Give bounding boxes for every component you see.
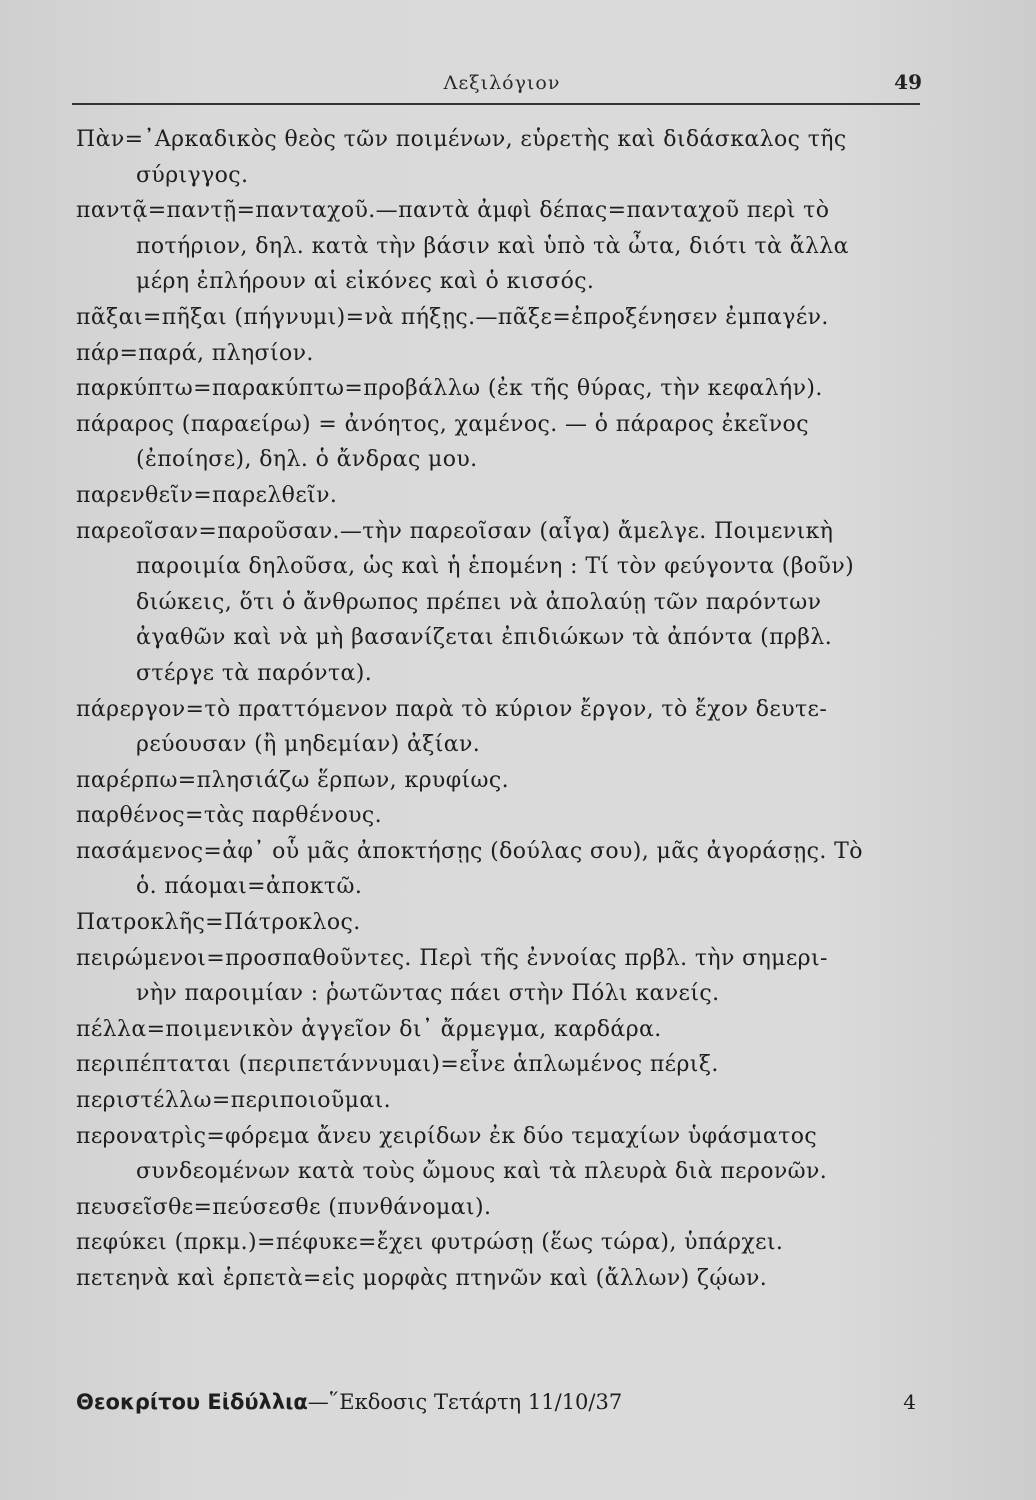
glossary-entry xyxy=(76,798,938,834)
header-rule xyxy=(72,103,920,105)
entry-headword-line: παντᾷ=παντῇ=πανταχοῦ.—παντὰ ἀμφὶ δέπας=πανταχοῦ περὶ τὸ xyxy=(76,198,830,224)
entry-continuation-line: σύριγγος. xyxy=(136,162,249,188)
entry-headword-line: παρενθεῖν=παρελθεῖν. xyxy=(76,482,338,508)
entry-continuation-line: ποτήριον, δηλ. κατὰ τὴν βάσιν καὶ ὑπὸ τὰ ὦτα, διότι τὰ ἄλλα xyxy=(136,233,849,259)
entry-continuation-line: μέρη ἐπλήρουν αἱ εἰκόνες καὶ ὁ κισσός. xyxy=(136,269,595,295)
entry-headword-line: Πατροκλῆς=Πάτροκλος. xyxy=(76,910,361,936)
footer-book-title: Θεοκρίτου Εἰδύλλια xyxy=(76,1390,308,1414)
glossary-entry xyxy=(76,834,938,905)
entry-continuation-line: παροιμία δηλοῦσα, ὡς καὶ ἡ ἑπομένη : Τί τὸν φεύγοντα (βοῦν) xyxy=(136,554,855,580)
glossary-entry xyxy=(76,1083,938,1119)
entry-headword-line: πᾶξαι=πῆξαι (πήγνυμι)=νὰ πήξῃς.—πᾶξε=ἐπροξένησεν ἐμπαγέν. xyxy=(76,304,829,330)
entry-headword-line: παρεοῖσαν=παροῦσαν.—τὴν παρεοῖσαν (αἶγα) ἄμελγε. Ποιμενικὴ xyxy=(76,518,834,544)
glossary-entry xyxy=(76,514,938,692)
entry-headword-line: παρέρπω=πλησιάζω ἕρπων, κρυφίως. xyxy=(76,767,509,793)
glossary-entry xyxy=(76,407,938,478)
page-number: 49 xyxy=(894,70,922,94)
glossary-entry xyxy=(76,763,938,799)
entry-headword-line: Πὰν=᾿Αρκαδικὸς θεὸς τῶν ποιμένων, εὑρετὴς καὶ διδάσκαλος τῆς xyxy=(76,127,847,152)
glossary-entry xyxy=(76,941,938,1012)
entry-headword-line: πειρώμενοι=προσπαθοῦντες. Περὶ τῆς ἐννοίας πρβλ. τὴν σημερι- xyxy=(76,945,828,971)
page-footer xyxy=(76,1382,916,1422)
entry-headword-line: πασάμενος=ἀφ᾿ οὗ μᾶς ἀποκτήσῃς (δούλας σου), μᾶς ἀγοράσῃς. Τὸ xyxy=(76,838,863,864)
glossary-body xyxy=(76,122,938,1297)
entry-headword-line: περιστέλλω=περιποιοῦμαι. xyxy=(76,1088,392,1114)
entry-headword-line: πέλλα=ποιμενικὸν ἀγγεῖον δι᾿ ἄρμεγμα, καρδάρα. xyxy=(76,1016,662,1042)
glossary-entry xyxy=(76,1047,938,1083)
entry-headword-line: πάρ=παρά, πλησίον. xyxy=(76,340,314,366)
entry-headword-line: πευσεῖσθε=πεύσεσθε (πυνθάνομαι). xyxy=(76,1194,492,1220)
entry-headword-line: περονατρὶς=φόρεμα ἄνευ χειρίδων ἐκ δύο τεμαχίων ὑφάσματος xyxy=(76,1123,818,1149)
glossary-entry xyxy=(76,336,938,372)
glossary-entry xyxy=(76,371,938,407)
entry-headword-line: πάρεργον=τὸ πραττόμενον παρὰ τὸ κύριον ἔργον, τὸ ἔχον δευτε- xyxy=(76,696,828,722)
glossary-entry xyxy=(76,905,938,941)
entry-continuation-line: ἀγαθῶν καὶ νὰ μὴ βασανίζεται ἐπιδιώκων τὰ ἀπόντα (πρβλ. xyxy=(136,625,833,651)
entry-headword-line: πεφύκει (πρκμ.)=πέφυκε=ἔχει φυτρώσῃ (ἕως τώρα), ὑπάρχει. xyxy=(76,1230,784,1256)
entry-continuation-line: στέργε τὰ παρόντα). xyxy=(136,660,373,686)
glossary-entry xyxy=(76,1012,938,1048)
page-header xyxy=(72,66,932,100)
entry-continuation-line: ὁ. πάομαι=ἀποκτῶ. xyxy=(136,874,363,900)
glossary-entry xyxy=(76,1119,938,1190)
entry-continuation-line: (ἐποίησε), δηλ. ὁ ἄνδρας μου. xyxy=(136,447,478,473)
entry-continuation-line: συνδεομένων κατὰ τοὺς ὤμους καὶ τὰ πλευρὰ διὰ περονῶν. xyxy=(136,1159,828,1185)
entry-headword-line: παρκύπτω=παρακύπτω=προβάλλω (ἐκ τῆς θύρας, τὴν κεφαλήν). xyxy=(76,376,823,402)
footer-edition: —῞Εκδοσις Τετάρτη 11/10/37 xyxy=(307,1390,623,1414)
entry-continuation-line: διώκεις, ὅτι ὁ ἄνθρωπος πρέπει νὰ ἀπολαύῃ τῶν παρόντων xyxy=(136,589,822,615)
glossary-entry xyxy=(76,478,938,514)
entry-headword-line: πετεηνὰ καὶ ἑρπετὰ=εἰς μορφὰς πτηνῶν καὶ (ἄλλων) ζῴων. xyxy=(76,1266,768,1291)
entry-continuation-line: ρεύουσαν (ἢ μηδεμίαν) ἀξίαν. xyxy=(136,732,481,758)
entry-headword-line: πάραρος (παραείρω) = ἀνόητος, χαμένος. — ὁ πάραρος ἐκεῖνος xyxy=(76,411,809,437)
glossary-entry xyxy=(76,1190,938,1226)
glossary-entry xyxy=(76,1225,938,1261)
glossary-entry xyxy=(76,122,938,193)
glossary-entry xyxy=(76,1261,938,1297)
printer-signature: 4 xyxy=(903,1390,916,1414)
running-title: Λεξιλόγιον xyxy=(443,72,561,94)
entry-headword-line: παρθένος=τὰς παρθένους. xyxy=(76,803,383,829)
glossary-entry xyxy=(76,692,938,763)
entry-continuation-line: νὴν παροιμίαν : ῥωτῶντας πάει στὴν Πόλι κανείς. xyxy=(136,981,720,1007)
glossary-entry xyxy=(76,193,938,300)
entry-headword-line: περιπέπταται (περιπετάννυμαι)=εἶνε ἁπλωμένος πέριξ. xyxy=(76,1052,719,1078)
glossary-entry xyxy=(76,300,938,336)
